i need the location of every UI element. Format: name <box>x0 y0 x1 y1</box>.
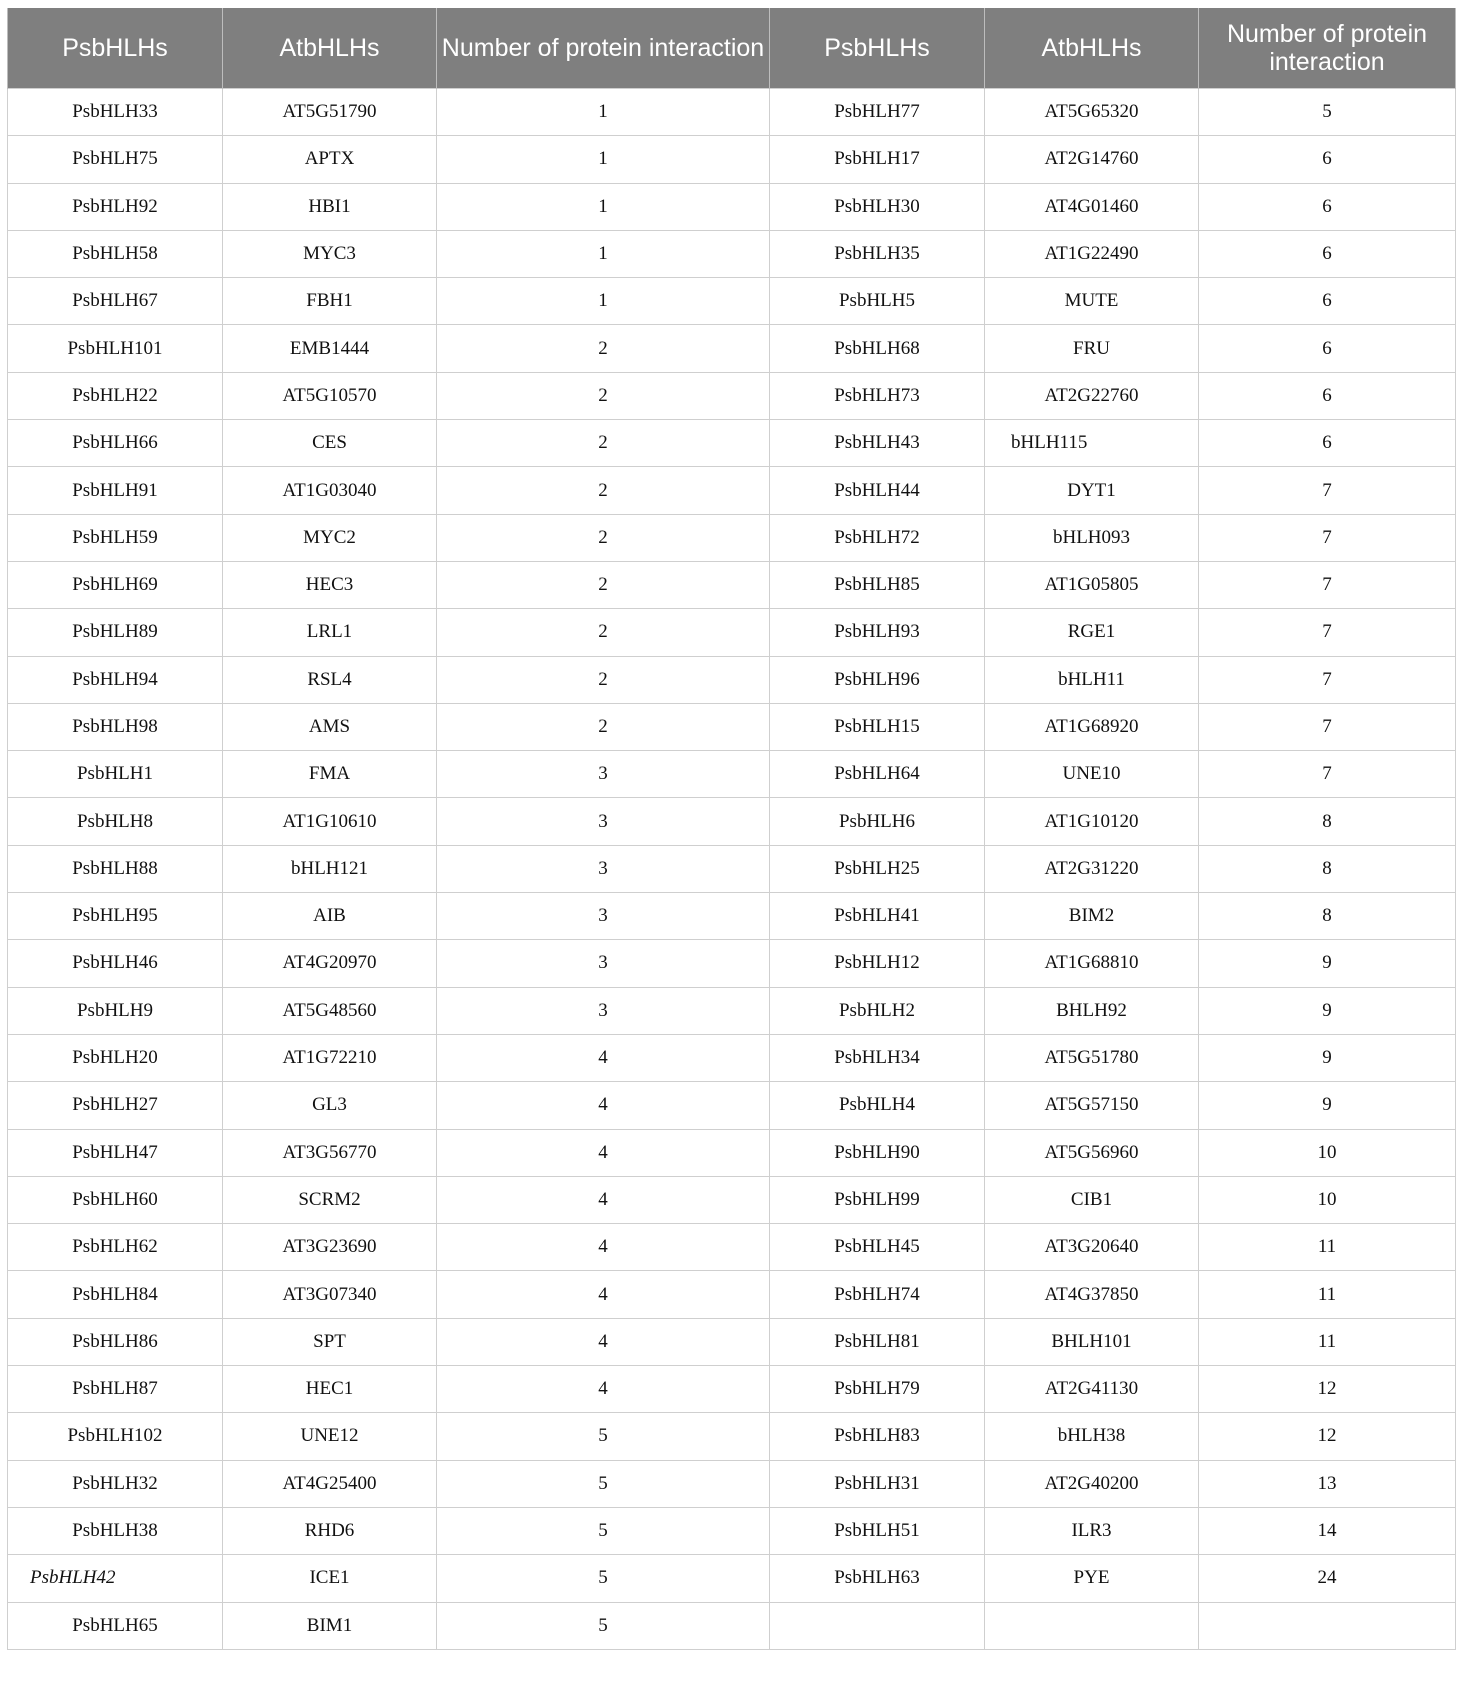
atbhlh-cell: BHLH101 <box>985 1318 1199 1365</box>
interaction-count-cell: 6 <box>1199 278 1456 325</box>
table-row <box>8 514 1456 561</box>
psbhlh-cell: PsbHLH12 <box>770 940 985 987</box>
header-psbhlhs-right: PsbHLHs <box>770 8 985 89</box>
psbhlh-cell: PsbHLH72 <box>770 514 985 561</box>
psbhlh-cell: PsbHLH77 <box>770 89 985 136</box>
interaction-count-cell: 2 <box>437 703 770 750</box>
atbhlh-cell: MYC3 <box>223 230 437 277</box>
psbhlh-cell: PsbHLH98 <box>8 703 223 750</box>
header-atbhlhs-right: AtbHLHs <box>985 8 1199 89</box>
psbhlh-cell: PsbHLH86 <box>8 1318 223 1365</box>
interaction-count-cell: 4 <box>437 1224 770 1271</box>
atbhlh-cell: AT1G10610 <box>223 798 437 845</box>
table-row <box>8 1366 1456 1413</box>
psbhlh-cell: PsbHLH46 <box>8 940 223 987</box>
interaction-count-cell: 10 <box>1199 1176 1456 1223</box>
interaction-count-cell: 8 <box>1199 893 1456 940</box>
table-row <box>8 893 1456 940</box>
atbhlh-cell: HEC1 <box>223 1366 437 1413</box>
interaction-count-cell: 8 <box>1199 845 1456 892</box>
psbhlh-cell: PsbHLH88 <box>8 845 223 892</box>
atbhlh-cell: UNE10 <box>985 751 1199 798</box>
atbhlh-cell: bHLH38 <box>985 1413 1199 1460</box>
interaction-count-cell: 3 <box>437 940 770 987</box>
header-atbhlhs-left: AtbHLHs <box>223 8 437 89</box>
psbhlh-cell: PsbHLH32 <box>8 1460 223 1507</box>
table-row <box>8 278 1456 325</box>
psbhlh-cell: PsbHLH43 <box>770 420 985 467</box>
psbhlh-cell: PsbHLH33 <box>8 89 223 136</box>
table-row <box>8 609 1456 656</box>
psbhlh-cell: PsbHLH42 <box>8 1555 223 1602</box>
psbhlh-cell: PsbHLH89 <box>8 609 223 656</box>
psbhlh-cell: PsbHLH5 <box>770 278 985 325</box>
atbhlh-cell: bHLH093 <box>985 514 1199 561</box>
psbhlh-cell: PsbHLH96 <box>770 656 985 703</box>
atbhlh-cell: APTX <box>223 136 437 183</box>
atbhlh-cell: bHLH11 <box>985 656 1199 703</box>
table-row <box>8 136 1456 183</box>
interaction-count-cell: 9 <box>1199 1034 1456 1081</box>
atbhlh-cell: AT1G05805 <box>985 561 1199 608</box>
interaction-count-cell: 11 <box>1199 1224 1456 1271</box>
interaction-count-cell: 7 <box>1199 609 1456 656</box>
atbhlh-cell: BHLH92 <box>985 987 1199 1034</box>
atbhlh-cell: AT4G25400 <box>223 1460 437 1507</box>
table-row <box>8 751 1456 798</box>
table-row <box>8 325 1456 372</box>
table-row <box>8 1034 1456 1081</box>
atbhlh-cell: AT2G14760 <box>985 136 1199 183</box>
psbhlh-cell: PsbHLH2 <box>770 987 985 1034</box>
table-row <box>8 1507 1456 1554</box>
table-row <box>8 656 1456 703</box>
table-row <box>8 940 1456 987</box>
interaction-count-cell: 4 <box>437 1129 770 1176</box>
table-row <box>8 1460 1456 1507</box>
atbhlh-cell: AT5G57150 <box>985 1082 1199 1129</box>
atbhlh-cell: LRL1 <box>223 609 437 656</box>
psbhlh-cell: PsbHLH34 <box>770 1034 985 1081</box>
atbhlh-cell: SPT <box>223 1318 437 1365</box>
table-row <box>8 561 1456 608</box>
atbhlh-cell: AT3G23690 <box>223 1224 437 1271</box>
interaction-count-cell: 6 <box>1199 420 1456 467</box>
interaction-count-cell: 5 <box>437 1555 770 1602</box>
psbhlh-cell: PsbHLH73 <box>770 372 985 419</box>
table-row <box>8 1082 1456 1129</box>
atbhlh-cell: bHLH115 <box>985 420 1199 467</box>
atbhlh-cell: AT5G56960 <box>985 1129 1199 1176</box>
atbhlh-cell: AT2G22760 <box>985 372 1199 419</box>
interaction-count-cell: 2 <box>437 325 770 372</box>
interaction-count-cell: 13 <box>1199 1460 1456 1507</box>
table-row <box>8 230 1456 277</box>
atbhlh-cell: AT1G22490 <box>985 230 1199 277</box>
atbhlh-cell: AT3G56770 <box>223 1129 437 1176</box>
interaction-count-cell: 6 <box>1199 183 1456 230</box>
interaction-count-cell: 1 <box>437 278 770 325</box>
header-psbhlhs-left: PsbHLHs <box>8 8 223 89</box>
interaction-count-cell: 10 <box>1199 1129 1456 1176</box>
interaction-count-cell: 14 <box>1199 1507 1456 1554</box>
psbhlh-cell: PsbHLH69 <box>8 561 223 608</box>
table-row <box>8 372 1456 419</box>
psbhlh-cell: PsbHLH17 <box>770 136 985 183</box>
psbhlh-cell: PsbHLH58 <box>8 230 223 277</box>
interaction-count-cell: 7 <box>1199 561 1456 608</box>
atbhlh-cell: AT2G40200 <box>985 1460 1199 1507</box>
table-row <box>8 1176 1456 1223</box>
atbhlh-cell: AT1G03040 <box>223 467 437 514</box>
interaction-count-cell: 11 <box>1199 1271 1456 1318</box>
interaction-table <box>7 8 1456 1650</box>
interaction-count-cell: 7 <box>1199 656 1456 703</box>
interaction-count-cell: 4 <box>437 1176 770 1223</box>
interaction-count-cell: 12 <box>1199 1366 1456 1413</box>
atbhlh-cell: AT5G65320 <box>985 89 1199 136</box>
psbhlh-cell: PsbHLH45 <box>770 1224 985 1271</box>
psbhlh-cell: PsbHLH4 <box>770 1082 985 1129</box>
psbhlh-cell: PsbHLH59 <box>8 514 223 561</box>
atbhlh-cell: AT3G07340 <box>223 1271 437 1318</box>
atbhlh-cell: bHLH121 <box>223 845 437 892</box>
interaction-count-cell: 7 <box>1199 514 1456 561</box>
interaction-count-cell: 3 <box>437 798 770 845</box>
atbhlh-cell: ILR3 <box>985 1507 1199 1554</box>
interaction-count-cell: 2 <box>437 372 770 419</box>
interaction-count-cell: 5 <box>1199 89 1456 136</box>
interaction-count-cell: 2 <box>437 561 770 608</box>
table-row <box>8 1555 1456 1602</box>
psbhlh-cell: PsbHLH83 <box>770 1413 985 1460</box>
table-row <box>8 1413 1456 1460</box>
psbhlh-cell: PsbHLH93 <box>770 609 985 656</box>
table-row <box>8 1602 1456 1649</box>
table-row <box>8 987 1456 1034</box>
header-interaction-count-left: Number of protein interaction <box>437 8 770 89</box>
table-row <box>8 1318 1456 1365</box>
psbhlh-cell: PsbHLH30 <box>770 183 985 230</box>
interaction-count-cell: 4 <box>437 1271 770 1318</box>
psbhlh-cell: PsbHLH66 <box>8 420 223 467</box>
interaction-count-cell: 1 <box>437 136 770 183</box>
atbhlh-cell: AT2G31220 <box>985 845 1199 892</box>
interaction-count-cell: 5 <box>437 1413 770 1460</box>
interaction-count-cell: 6 <box>1199 230 1456 277</box>
psbhlh-cell: PsbHLH27 <box>8 1082 223 1129</box>
psbhlh-cell: PsbHLH41 <box>770 893 985 940</box>
table-row <box>8 89 1456 136</box>
psbhlh-cell: PsbHLH38 <box>8 1507 223 1554</box>
psbhlh-cell: PsbHLH91 <box>8 467 223 514</box>
interaction-count-cell: 12 <box>1199 1413 1456 1460</box>
psbhlh-cell: PsbHLH63 <box>770 1555 985 1602</box>
psbhlh-cell: PsbHLH47 <box>8 1129 223 1176</box>
atbhlh-cell: AT5G48560 <box>223 987 437 1034</box>
psbhlh-cell: PsbHLH6 <box>770 798 985 845</box>
interaction-count-cell: 2 <box>437 656 770 703</box>
psbhlh-cell: PsbHLH81 <box>770 1318 985 1365</box>
atbhlh-cell: AT4G37850 <box>985 1271 1199 1318</box>
table-row <box>8 1129 1456 1176</box>
interaction-count-cell: 4 <box>437 1318 770 1365</box>
psbhlh-cell: PsbHLH99 <box>770 1176 985 1223</box>
interaction-count-cell: 3 <box>437 751 770 798</box>
psbhlh-cell: PsbHLH60 <box>8 1176 223 1223</box>
header-row <box>8 8 1456 89</box>
psbhlh-cell: PsbHLH62 <box>8 1224 223 1271</box>
atbhlh-cell: AT5G51790 <box>223 89 437 136</box>
table-row <box>8 467 1456 514</box>
atbhlh-cell: BIM2 <box>985 893 1199 940</box>
atbhlh-cell: AT1G10120 <box>985 798 1199 845</box>
psbhlh-cell: PsbHLH79 <box>770 1366 985 1413</box>
atbhlh-cell: DYT1 <box>985 467 1199 514</box>
atbhlh-cell: AT5G51780 <box>985 1034 1199 1081</box>
atbhlh-cell: RHD6 <box>223 1507 437 1554</box>
psbhlh-cell: PsbHLH102 <box>8 1413 223 1460</box>
interaction-count-cell: 6 <box>1199 325 1456 372</box>
psbhlh-cell: PsbHLH15 <box>770 703 985 750</box>
interaction-count-cell: 4 <box>437 1082 770 1129</box>
interaction-count-cell: 5 <box>437 1507 770 1554</box>
atbhlh-cell: GL3 <box>223 1082 437 1129</box>
psbhlh-cell: PsbHLH90 <box>770 1129 985 1176</box>
atbhlh-cell: UNE12 <box>223 1413 437 1460</box>
psbhlh-cell: PsbHLH84 <box>8 1271 223 1318</box>
atbhlh-cell: RSL4 <box>223 656 437 703</box>
psbhlh-cell: PsbHLH74 <box>770 1271 985 1318</box>
psbhlh-cell: PsbHLH68 <box>770 325 985 372</box>
header-interaction-count-right: Number of protein interaction <box>1199 8 1456 89</box>
atbhlh-cell: MUTE <box>985 278 1199 325</box>
psbhlh-cell: PsbHLH22 <box>8 372 223 419</box>
interaction-count-cell: 6 <box>1199 136 1456 183</box>
interaction-count-cell: 7 <box>1199 467 1456 514</box>
psbhlh-cell: PsbHLH20 <box>8 1034 223 1081</box>
interaction-count-cell: 2 <box>437 514 770 561</box>
table-row <box>8 798 1456 845</box>
psbhlh-cell: PsbHLH9 <box>8 987 223 1034</box>
table-row <box>8 1224 1456 1271</box>
atbhlh-cell: FMA <box>223 751 437 798</box>
psbhlh-cell: PsbHLH51 <box>770 1507 985 1554</box>
atbhlh-cell: SCRM2 <box>223 1176 437 1223</box>
atbhlh-cell: CIB1 <box>985 1176 1199 1223</box>
interaction-count-cell: 3 <box>437 845 770 892</box>
psbhlh-cell: PsbHLH25 <box>770 845 985 892</box>
psbhlh-cell: PsbHLH65 <box>8 1602 223 1649</box>
psbhlh-cell: PsbHLH35 <box>770 230 985 277</box>
interaction-count-cell: 2 <box>437 609 770 656</box>
psbhlh-cell <box>770 1602 985 1649</box>
interaction-count-cell: 1 <box>437 230 770 277</box>
interaction-count-cell: 3 <box>437 987 770 1034</box>
psbhlh-cell: PsbHLH75 <box>8 136 223 183</box>
interaction-count-cell <box>1199 1602 1456 1649</box>
atbhlh-cell: AT4G01460 <box>985 183 1199 230</box>
table-row <box>8 183 1456 230</box>
interaction-count-cell: 7 <box>1199 751 1456 798</box>
interaction-count-cell: 4 <box>437 1034 770 1081</box>
psbhlh-cell: PsbHLH94 <box>8 656 223 703</box>
interaction-count-cell: 8 <box>1199 798 1456 845</box>
interaction-count-cell: 3 <box>437 893 770 940</box>
atbhlh-cell: AT3G20640 <box>985 1224 1199 1271</box>
atbhlh-cell: AT5G10570 <box>223 372 437 419</box>
interaction-count-cell: 9 <box>1199 940 1456 987</box>
interaction-count-cell: 4 <box>437 1366 770 1413</box>
atbhlh-cell: AT1G68920 <box>985 703 1199 750</box>
atbhlh-cell: ICE1 <box>223 1555 437 1602</box>
interaction-count-cell: 24 <box>1199 1555 1456 1602</box>
psbhlh-cell: PsbHLH64 <box>770 751 985 798</box>
interaction-count-cell: 5 <box>437 1460 770 1507</box>
table-row <box>8 1271 1456 1318</box>
interaction-count-cell: 2 <box>437 420 770 467</box>
atbhlh-cell: AIB <box>223 893 437 940</box>
atbhlh-cell: CES <box>223 420 437 467</box>
atbhlh-cell: EMB1444 <box>223 325 437 372</box>
interaction-count-cell: 1 <box>437 183 770 230</box>
interaction-count-cell: 2 <box>437 467 770 514</box>
atbhlh-cell: AT4G20970 <box>223 940 437 987</box>
psbhlh-cell: PsbHLH87 <box>8 1366 223 1413</box>
psbhlh-cell: PsbHLH31 <box>770 1460 985 1507</box>
table-header <box>8 8 1456 89</box>
table-row <box>8 420 1456 467</box>
psbhlh-cell: PsbHLH8 <box>8 798 223 845</box>
atbhlh-cell: FRU <box>985 325 1199 372</box>
atbhlh-cell: AT1G68810 <box>985 940 1199 987</box>
table-row <box>8 703 1456 750</box>
psbhlh-cell: PsbHLH44 <box>770 467 985 514</box>
atbhlh-cell: HBI1 <box>223 183 437 230</box>
interaction-count-cell: 1 <box>437 89 770 136</box>
atbhlh-cell: FBH1 <box>223 278 437 325</box>
interaction-count-cell: 11 <box>1199 1318 1456 1365</box>
interaction-count-cell: 9 <box>1199 1082 1456 1129</box>
atbhlh-cell: HEC3 <box>223 561 437 608</box>
psbhlh-cell: PsbHLH1 <box>8 751 223 798</box>
interaction-count-cell: 6 <box>1199 372 1456 419</box>
atbhlh-cell: RGE1 <box>985 609 1199 656</box>
atbhlh-cell: AT2G41130 <box>985 1366 1199 1413</box>
psbhlh-cell: PsbHLH101 <box>8 325 223 372</box>
atbhlh-cell: AT1G72210 <box>223 1034 437 1081</box>
interaction-count-cell: 5 <box>437 1602 770 1649</box>
interaction-count-cell: 7 <box>1199 703 1456 750</box>
atbhlh-cell: PYE <box>985 1555 1199 1602</box>
atbhlh-cell <box>985 1602 1199 1649</box>
atbhlh-cell: BIM1 <box>223 1602 437 1649</box>
psbhlh-cell: PsbHLH95 <box>8 893 223 940</box>
table-container <box>7 8 1455 1650</box>
table-body <box>8 89 1456 1650</box>
atbhlh-cell: AMS <box>223 703 437 750</box>
psbhlh-cell: PsbHLH92 <box>8 183 223 230</box>
interaction-count-cell: 9 <box>1199 987 1456 1034</box>
psbhlh-cell: PsbHLH67 <box>8 278 223 325</box>
psbhlh-cell: PsbHLH85 <box>770 561 985 608</box>
table-row <box>8 845 1456 892</box>
atbhlh-cell: MYC2 <box>223 514 437 561</box>
